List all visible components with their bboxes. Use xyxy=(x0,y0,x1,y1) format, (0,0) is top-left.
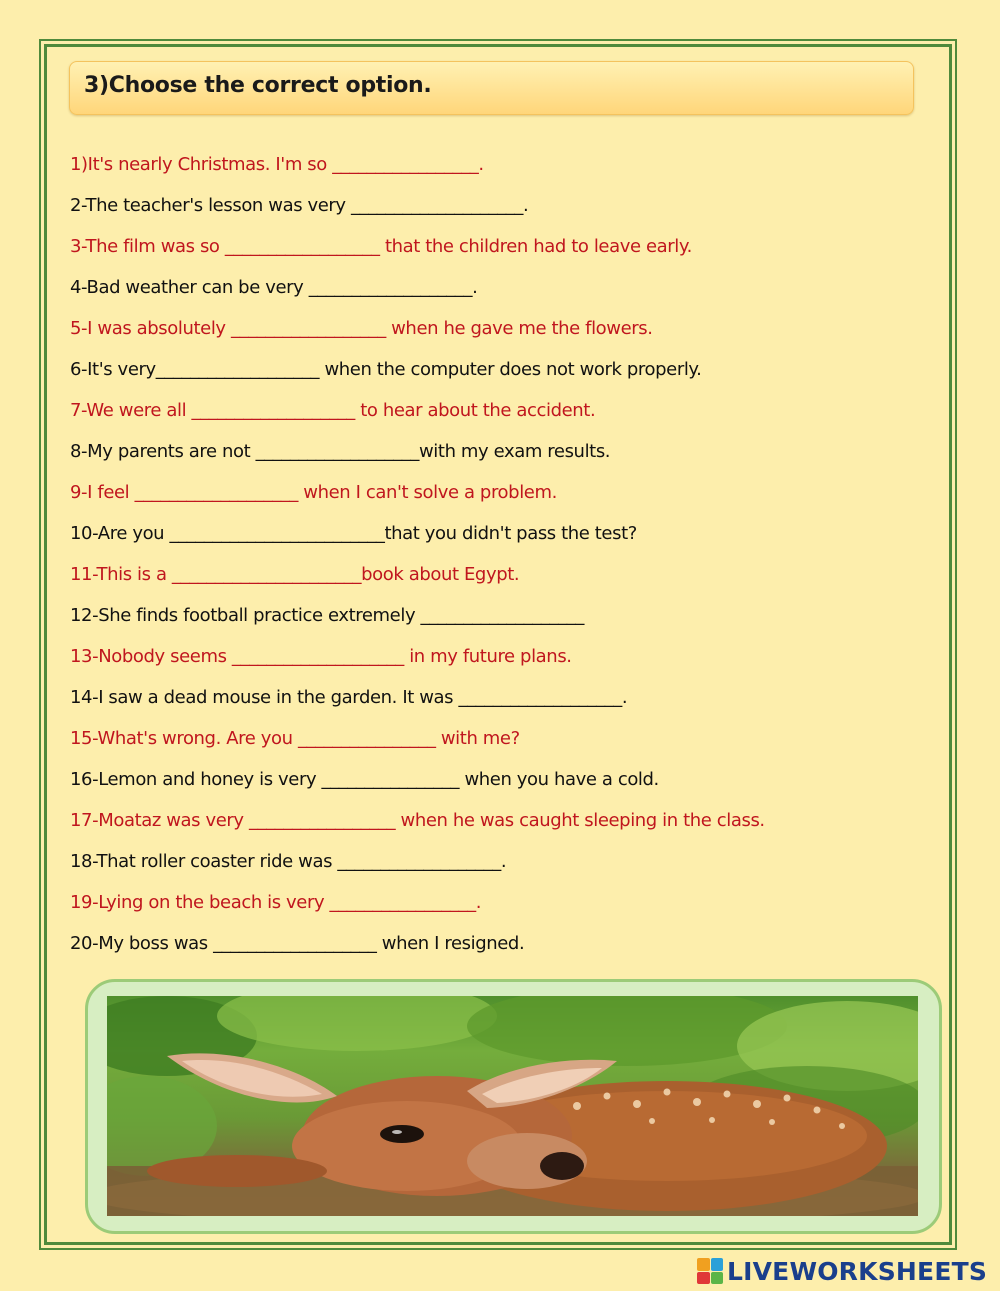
question-item: 18-That roller coaster ride was ___________________. xyxy=(70,851,507,872)
question-item: 9-I feel ___________________ when I can't solve a problem. xyxy=(70,482,557,503)
question-item: 13-Nobody seems ____________________ in my future plans. xyxy=(70,646,572,667)
question-item: 11-This is a ______________________book about Egypt. xyxy=(70,564,520,585)
fawn-photo xyxy=(107,996,918,1216)
question-item: 14-I saw a dead mouse in the garden. It was ___________________. xyxy=(70,687,628,708)
fawn-illustration xyxy=(107,996,918,1216)
liveworksheets-logo xyxy=(697,1256,987,1286)
question-item: 2-The teacher's lesson was very ____________________. xyxy=(70,195,529,216)
question-item: 3-The film was so __________________ that the children had to leave early. xyxy=(70,236,692,257)
question-item: 12-She finds football practice extremely ___________________ xyxy=(70,605,584,626)
instruction-banner xyxy=(69,61,914,115)
question-item: 1)It's nearly Christmas. I'm so _________________. xyxy=(70,154,484,175)
question-item: 16-Lemon and honey is very ________________ when you have a cold. xyxy=(70,769,659,790)
question-item: 5-I was absolutely __________________ when he gave me the flowers. xyxy=(70,318,653,339)
question-item: 8-My parents are not ___________________with my exam results. xyxy=(70,441,611,462)
instruction-title: 3)Choose the correct option. xyxy=(84,73,432,98)
question-item: 4-Bad weather can be very ___________________. xyxy=(70,277,478,298)
question-item: 7-We were all ___________________ to hear about the accident. xyxy=(70,400,596,421)
question-item: 19-Lying on the beach is very _________________. xyxy=(70,892,482,913)
logo-cube-icon xyxy=(697,1258,723,1284)
question-item: 20-My boss was ___________________ when I resigned. xyxy=(70,933,525,954)
question-item: 15-What's wrong. Are you ________________ with me? xyxy=(70,728,520,749)
logo-text: LIVEWORKSHEETS xyxy=(727,1256,988,1286)
question-item: 10-Are you _________________________that you didn't pass the test? xyxy=(70,523,637,544)
question-item: 17-Moataz was very _________________ when he was caught sleeping in the class. xyxy=(70,810,765,831)
question-item: 6-It's very___________________ when the computer does not work properly. xyxy=(70,359,702,380)
